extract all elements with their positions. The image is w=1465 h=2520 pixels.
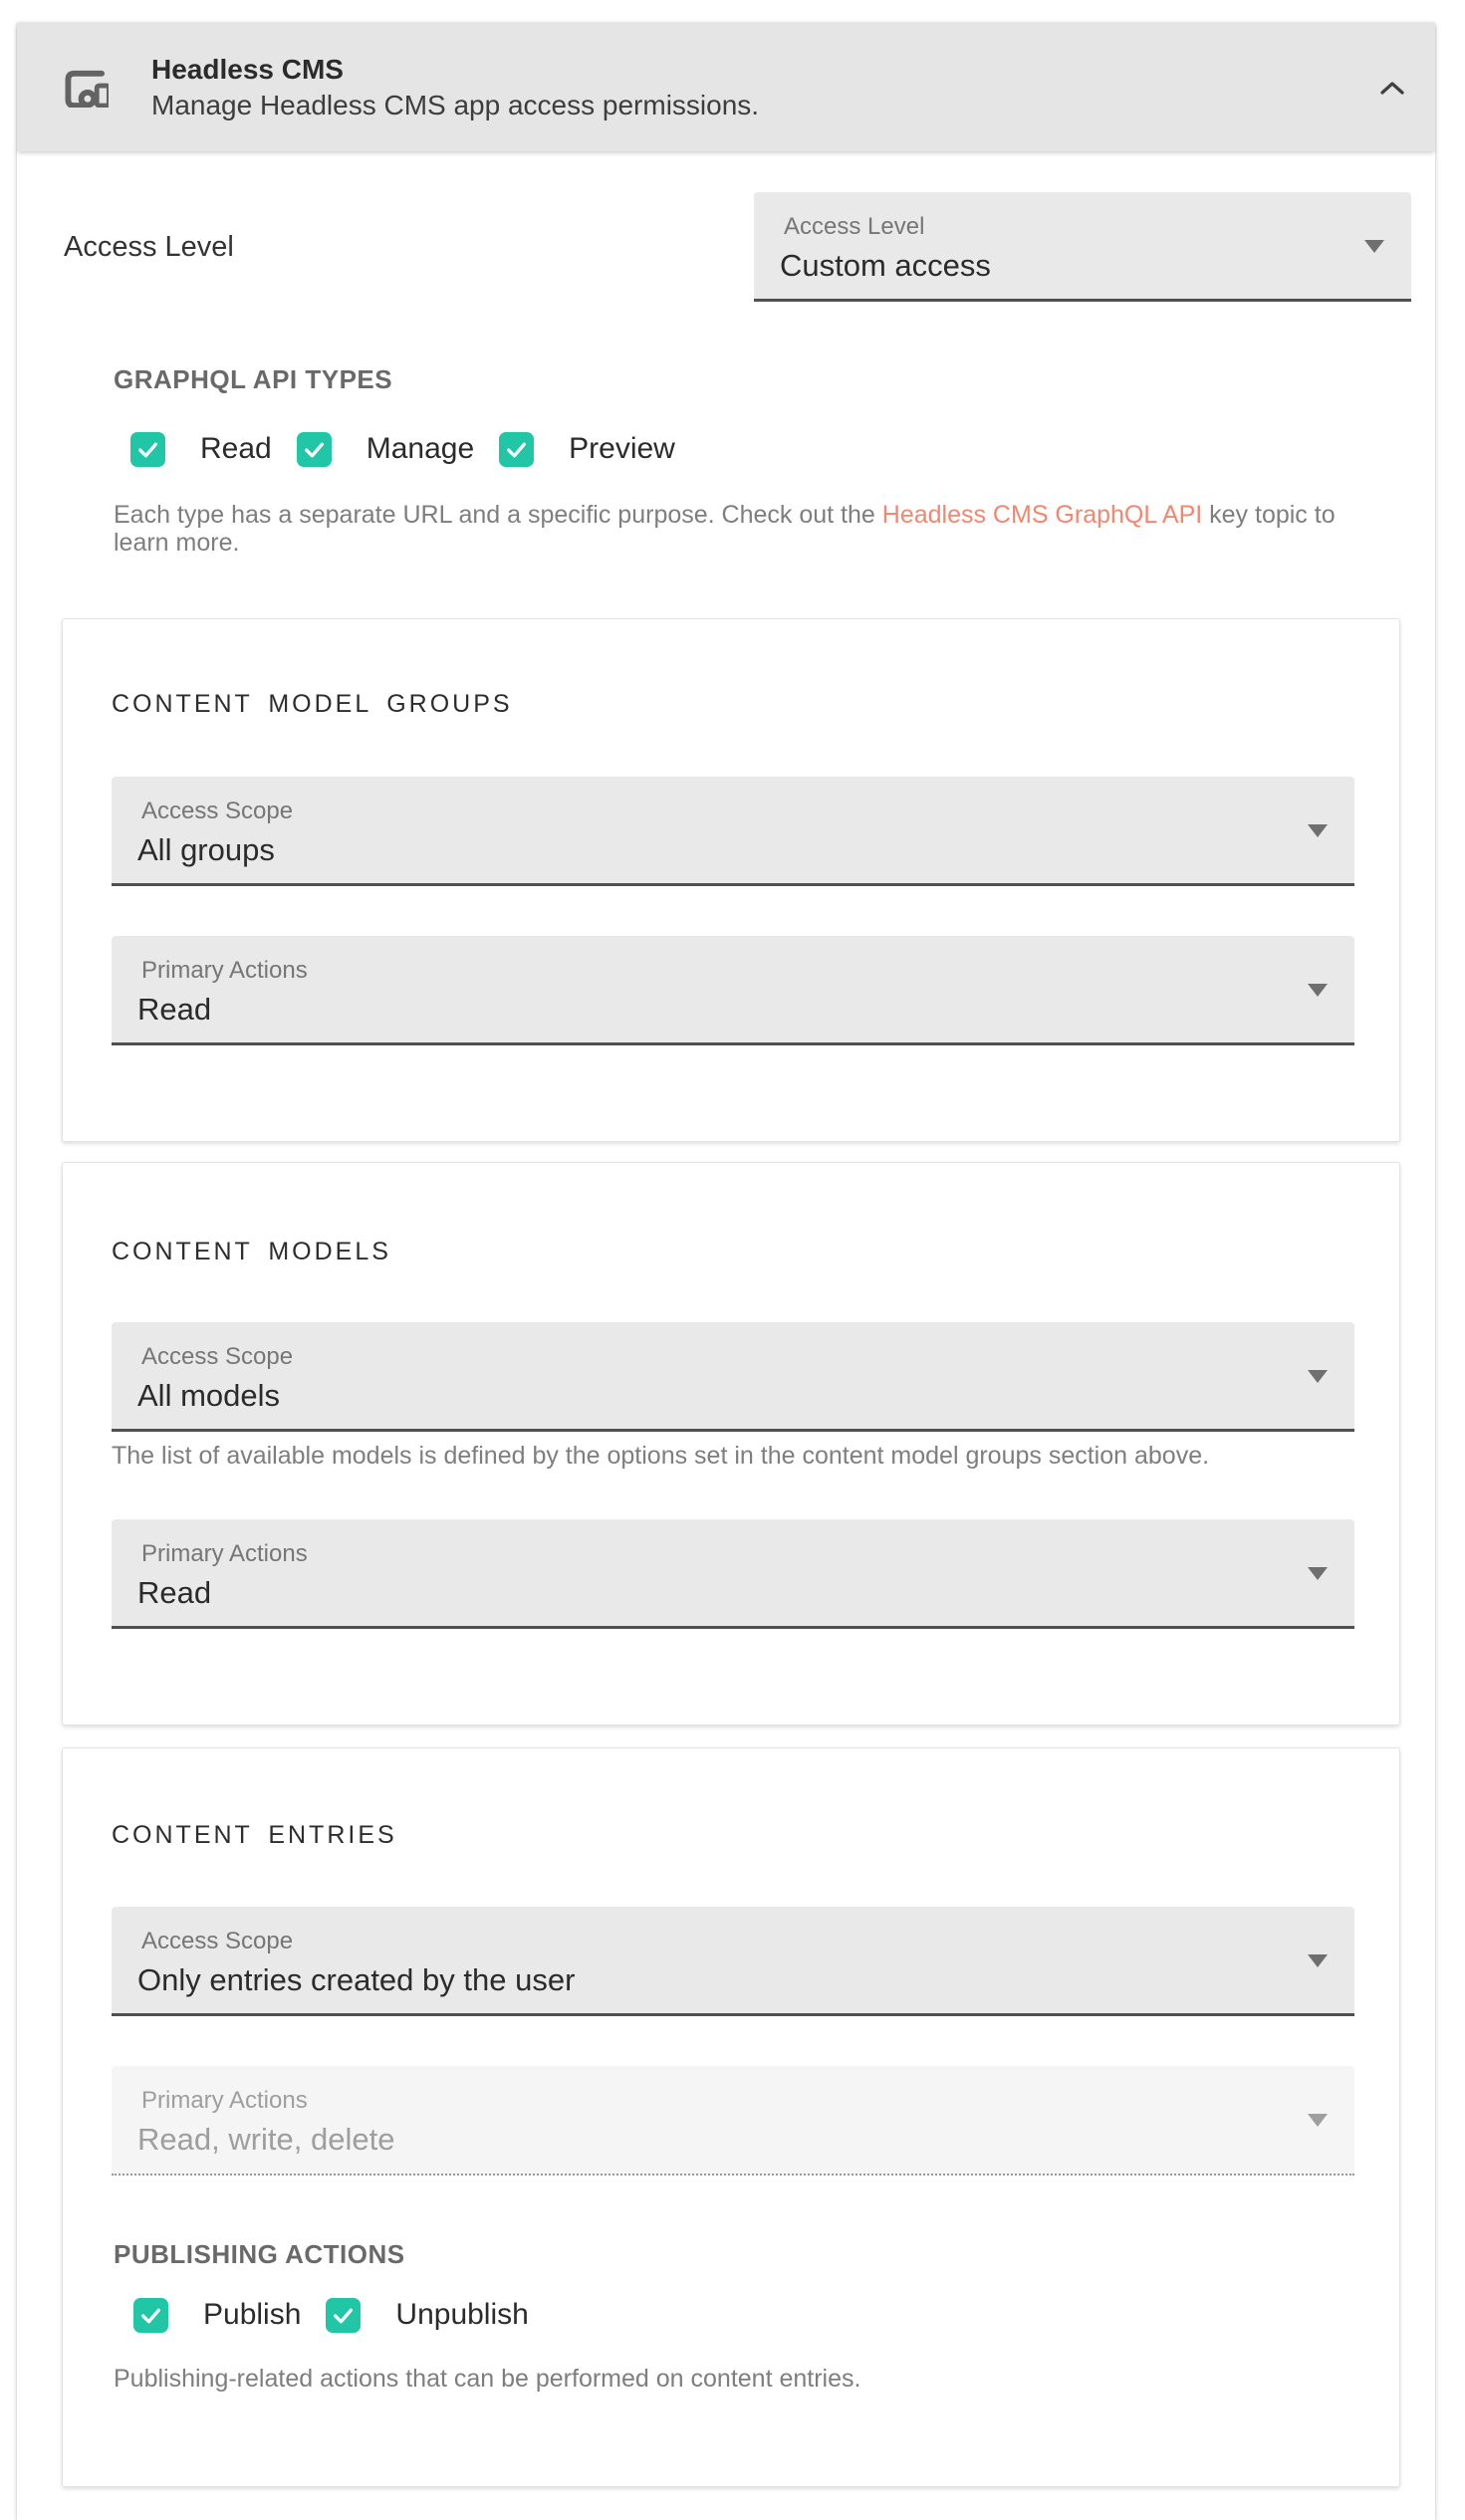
dropdown-arrow-icon: [1364, 240, 1384, 253]
chevron-up-icon: [1379, 80, 1405, 96]
publishing-actions-heading: PUBLISHING ACTIONS: [114, 2239, 405, 2269]
checkbox-unpublish[interactable]: [326, 2298, 361, 2333]
graphql-api-types-heading: GRAPHQL API TYPES: [114, 364, 393, 394]
headless-cms-graphql-api-link[interactable]: Headless CMS GraphQL API: [881, 501, 1203, 529]
dropdown-arrow-icon: [1308, 1567, 1328, 1580]
dropdown-arrow-icon: [1308, 824, 1328, 837]
access-level-row: [17, 192, 1435, 302]
access-level-row-label: Access Level: [64, 230, 234, 263]
checkbox-manage-label: Manage: [366, 432, 475, 465]
content-model-groups-card: [62, 618, 1400, 1142]
select-floating-label: Primary Actions: [141, 957, 308, 984]
select-floating-label: Access Scope: [141, 1343, 294, 1370]
dropdown-arrow-icon: [1308, 1370, 1328, 1383]
panel-body: [17, 192, 1435, 2487]
select-value: Read: [137, 992, 212, 1027]
select-floating-label: Access Scope: [141, 798, 294, 824]
panel-heading: [151, 53, 759, 122]
access-level-select[interactable]: [754, 192, 1411, 302]
checkmark-icon: [138, 2303, 163, 2328]
panel-subtitle: Manage Headless CMS app access permissions.: [151, 89, 760, 120]
cmg-access-scope-select[interactable]: [112, 777, 1354, 886]
publishing-actions-note: Publishing-related actions that can be performed on content entries.: [114, 2365, 861, 2393]
content-entries-card: [62, 1747, 1400, 2487]
select-value: All groups: [137, 832, 275, 867]
select-floating-label: Primary Actions: [141, 2087, 308, 2114]
content-models-title: CONTENT MODELS: [112, 1238, 391, 1265]
checkbox-publish[interactable]: [133, 2298, 168, 2333]
select-floating-label: Access Scope: [141, 1928, 294, 1954]
graphql-api-types-note: [114, 501, 1366, 557]
checkbox-preview-label: Preview: [569, 432, 675, 465]
select-value: Custom access: [780, 248, 991, 283]
dropdown-arrow-icon: [1308, 984, 1328, 997]
content-models-card: [62, 1162, 1400, 1725]
checkmark-icon: [504, 437, 529, 462]
headless-cms-permissions-panel: [17, 23, 1435, 2520]
checkbox-manage[interactable]: [297, 432, 332, 467]
panel-header-accordion[interactable]: [17, 23, 1435, 151]
collapse-button[interactable]: [1377, 73, 1407, 103]
note-text: key topic to learn more.: [114, 501, 1336, 557]
select-value: Only entries created by the user: [137, 1962, 576, 1997]
note-text: Each type has a separate URL and a specific purpose. Check out the: [114, 501, 882, 529]
cm-access-scope-select[interactable]: [112, 1322, 1354, 1432]
content-entries-title: CONTENT ENTRIES: [112, 1821, 397, 1849]
dropdown-arrow-icon: [1308, 1954, 1328, 1967]
content-model-groups-title: CONTENT MODEL GROUPS: [112, 690, 513, 718]
dropdown-arrow-icon: [1308, 2114, 1328, 2127]
devices-icon: [62, 68, 109, 108]
select-floating-label: Access Level: [784, 213, 925, 240]
checkmark-icon: [302, 437, 327, 462]
publishing-actions-checkboxes: [133, 2297, 1354, 2333]
select-floating-label: Primary Actions: [141, 1540, 308, 1567]
ce-primary-actions-select-disabled: [112, 2066, 1354, 2176]
select-value: All models: [137, 1378, 280, 1413]
checkbox-preview[interactable]: [499, 432, 534, 467]
cm-primary-actions-select[interactable]: [112, 1519, 1354, 1629]
cmg-primary-actions-select[interactable]: [112, 936, 1354, 1045]
checkbox-read-label: Read: [200, 432, 272, 465]
ce-access-scope-select[interactable]: [112, 1907, 1354, 2016]
checkmark-icon: [135, 437, 160, 462]
checkmark-icon: [331, 2303, 356, 2328]
select-value: Read: [137, 1575, 212, 1610]
panel-title: Headless CMS: [151, 53, 344, 85]
checkbox-read[interactable]: [130, 432, 165, 467]
content-models-note: The list of available models is defined by the options set in the content model groups section above.: [112, 1442, 1210, 1470]
select-value: Read, write, delete: [137, 2122, 395, 2157]
checkbox-publish-label: Publish: [203, 2298, 302, 2331]
checkbox-unpublish-label: Unpublish: [395, 2298, 529, 2331]
graphql-api-types-checkboxes: [130, 431, 1435, 467]
